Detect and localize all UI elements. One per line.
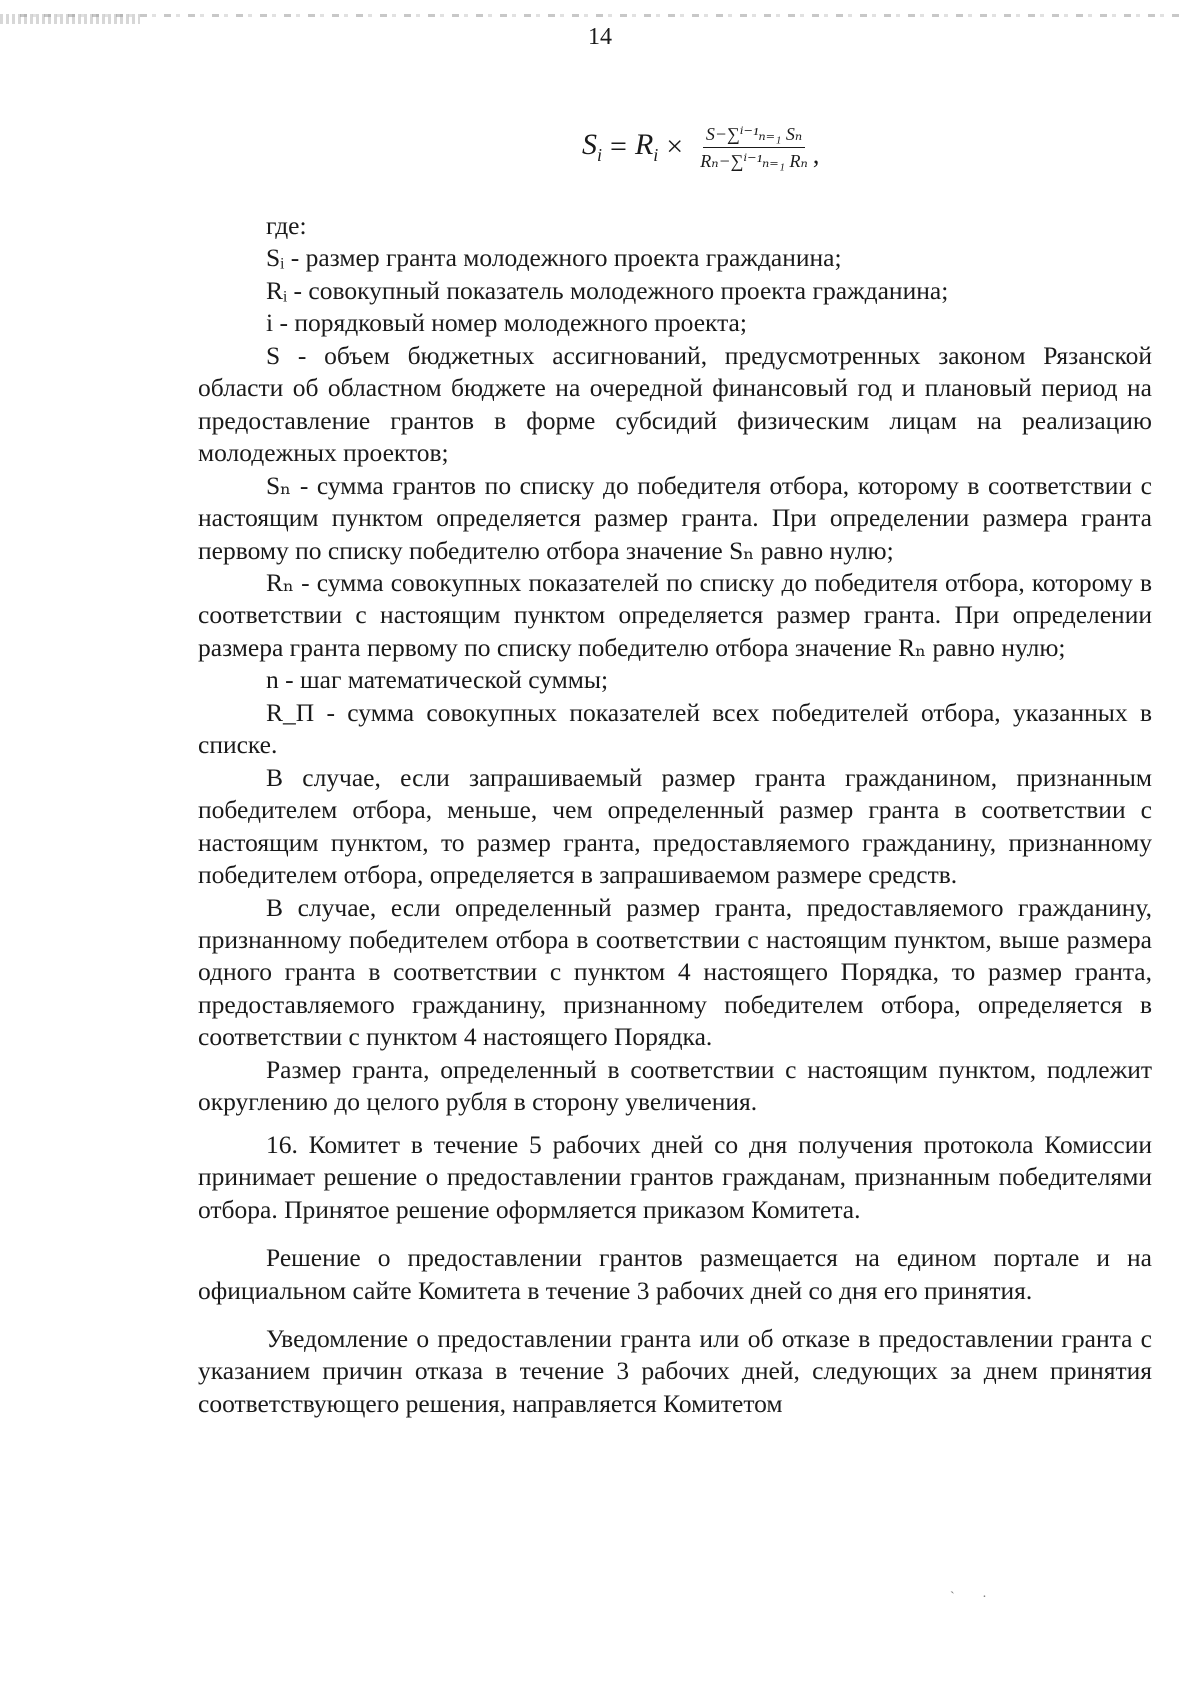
formula-lhs: $S_i$ xyxy=(582,128,603,165)
paragraph: В случае, если запрашиваемый размер гранта гражданином, признанным победителем отбора, меньше, чем определенный размер гранта в соответствии с настоящим пунктом, то размер гранта, предоставляемого гражданину, признанному победителем отбора, определяется в запрашиваемом размере средств. xyxy=(198,762,1152,890)
paragraph: 16. Комитет в течение 5 рабочих дней со дня получения протокола Комиссии принимает решение о предоставлении грантов гражданам, признанным победителями отбора. Принятое решение оформляется приказом Комитета. xyxy=(198,1129,1152,1224)
paragraph: Sₙ - сумма грантов по списку до победителя отбора, которому в соответствии с настоящим пунктом определяется размер гранта. При определении размера гранта первому по списку победителю отбора значение Sₙ равно нулю; xyxy=(198,470,1152,565)
paragraph: i - порядковый номер молодежного проекта; xyxy=(266,308,747,338)
paragraph: Rₙ - сумма совокупных показателей по списку до победителя отбора, которому в соответствии с настоящим пунктом определяется размер гранта. При определении размера гранта первому по списку победителю отбора значение Rₙ равно нулю; xyxy=(198,567,1152,662)
paragraph: Размер гранта, определенный в соответствии с настоящим пунктом, подлежит округлению до целого рубля в сторону увеличения. xyxy=(198,1054,1152,1117)
paragraph: Rᵢ - совокупный показатель молодежного проекта гражданина; xyxy=(266,275,949,305)
paragraph: где: xyxy=(266,211,307,240)
paragraph: S - объем бюджетных ассигнований, предусмотренных законом Рязанской области об областном бюджете на очередной финансовый год и плановый период на предоставление грантов в форме субсидий физическим лицам на реализацию молодежных проектов; xyxy=(198,340,1152,468)
formula-numerator: S−∑ⁱ⁻¹ₙ₌₁ Sₙ xyxy=(703,123,805,148)
paragraph: n - шаг математической суммы; xyxy=(266,665,609,695)
paragraph: В случае, если определенный размер гранта, предоставляемого гражданину, признанному победителем отбора в соответствии с настоящим пунктом, выше размера одного гранта в соответствии с пунктом 4 настоящего Порядка, то размер гранта, предоставляемого гражданину, признанному победителем отбора, определяется в соответствии с пунктом 4 настоящего Порядка. xyxy=(198,892,1152,1052)
formula-denominator: Rₙ−∑ⁱ⁻¹ₙ₌₁ Rₙ xyxy=(700,150,808,171)
paragraph: Решение о предоставлении грантов размещается на едином портале и на официальном сайте Комитета в течение 3 рабочих дней со дня его принятия. xyxy=(198,1243,1152,1305)
document-body xyxy=(198,210,1152,1420)
scan-artifact xyxy=(20,14,1180,17)
scan-marks: ` · xyxy=(950,1590,999,1605)
paragraph: R_П - сумма совокупных показателей всех победителей отбора, указанных в списке. xyxy=(198,697,1152,760)
page-number: 14 xyxy=(588,24,612,50)
formula-r: $R_i$ xyxy=(634,128,659,165)
formula-comma: , xyxy=(812,140,820,169)
paragraph: Уведомление о предоставлении гранта или об отказе в предоставлении гранта с указанием причин отказа в течение 3 рабочих дней, следующих за днем принятия соответствующего решения, направляется Комитетом xyxy=(198,1323,1152,1418)
formula-equals: = xyxy=(610,130,627,163)
formula-fraction xyxy=(697,123,811,172)
paragraph: Sᵢ - размер гранта молодежного проекта гражданина; xyxy=(266,243,842,273)
formula-times: × xyxy=(666,130,684,163)
grant-size-formula xyxy=(582,112,819,182)
